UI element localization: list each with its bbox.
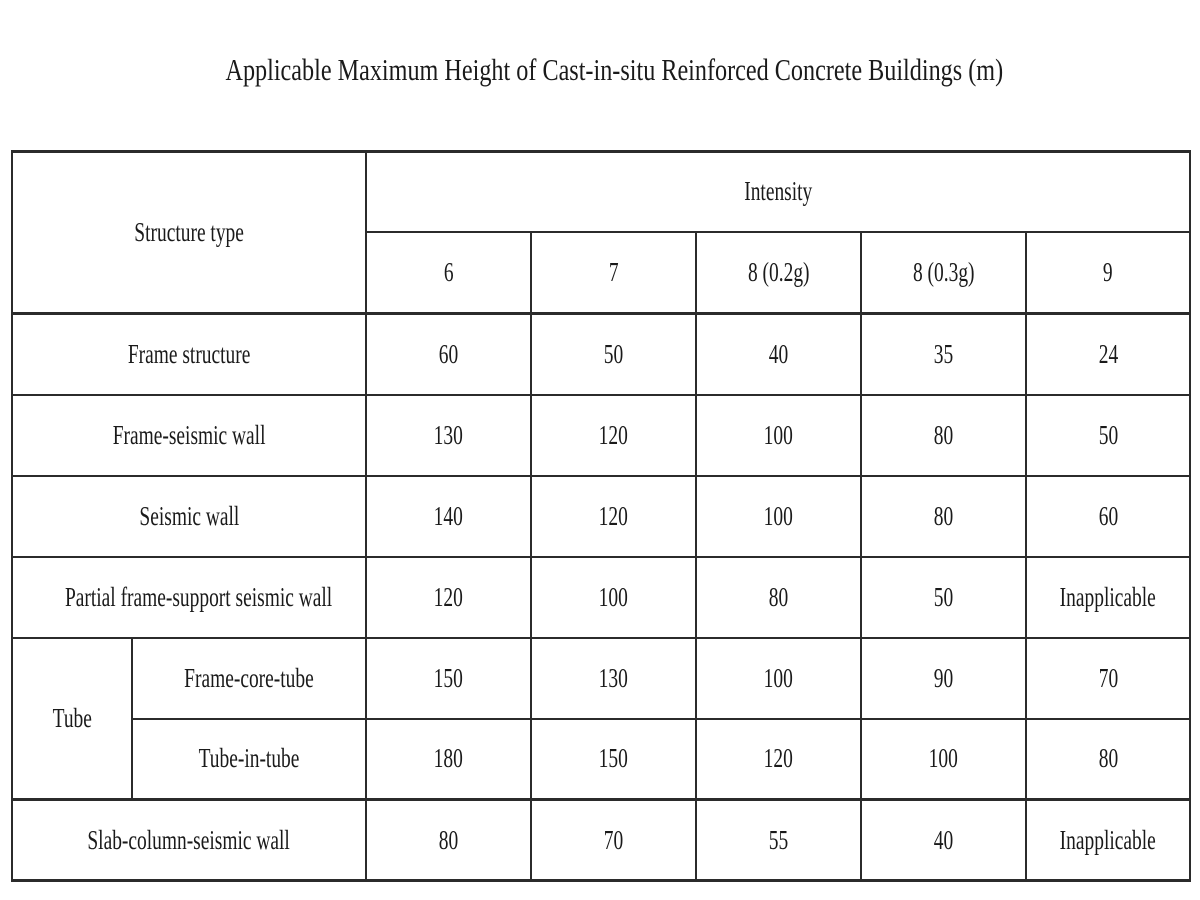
table-cell [1026,476,1190,557]
col-header-text: 7 [608,256,619,287]
table-cell [1026,557,1190,638]
cell-text: 100 [763,500,794,531]
title-text: Applicable Maximum Height of Cast-in-situ Reinforced Concrete Buildings (m) [225,52,1004,87]
cell-text: 55 [768,824,789,855]
table-row [12,395,1190,476]
table-cell [366,395,531,476]
col-header-7 [531,232,696,314]
row-label [12,314,366,395]
tube-group-label [12,638,132,800]
structure-type-header [12,152,366,314]
row-label [132,719,366,800]
cell-text: 80 [933,419,954,450]
table-cell [861,557,1026,638]
structure-type-header-text: Structure type [134,217,244,247]
table-cell [366,314,531,395]
table-row [12,800,1190,881]
col-header-text: 8 (0.2g) [747,256,810,287]
row-label-text: Seismic wall [139,500,239,531]
cell-text: 70 [603,824,624,855]
table-cell [1026,800,1190,881]
cell-text: 140 [433,500,464,531]
height-table-wrapper [11,150,1189,884]
cell-text: 100 [763,662,794,693]
header-row-1 [12,152,1190,232]
cell-text: 80 [768,581,789,612]
cell-text: 150 [598,743,629,774]
cell-text: 120 [598,419,629,450]
table-cell [696,557,861,638]
intensity-header-text: Intensity [743,176,813,207]
table-cell [861,719,1026,800]
cell-text: 24 [1098,338,1118,369]
table-cell [1026,638,1190,719]
cell-text: 180 [433,743,464,774]
table-cell [1026,719,1190,800]
cell-text: 130 [433,419,464,450]
cell-text: 90 [933,662,954,693]
table-cell [696,314,861,395]
col-header-text: 6 [443,256,454,287]
table-cell [696,395,861,476]
cell-text: 100 [928,743,959,774]
cell-text: 120 [598,500,629,531]
row-label [12,800,366,881]
table-cell [366,719,531,800]
cell-text: 60 [1098,500,1118,531]
row-label-text: Frame-core-tube [184,662,314,693]
cell-text: 150 [433,662,464,693]
table-cell [696,800,861,881]
col-header-8-0.3g [861,232,1026,314]
row-label-text: Partial frame-support seismic wall [64,581,333,612]
cell-text: 35 [933,338,954,369]
table-cell [531,314,696,395]
cell-text: 60 [438,338,459,369]
col-header-8-0.2g [696,232,861,314]
table-cell [531,638,696,719]
table-cell [861,638,1026,719]
row-label-text: Tube-in-tube [198,743,300,774]
table-cell [531,395,696,476]
table-cell [696,719,861,800]
table-row [12,638,1190,719]
cell-text: Inapplicable [1059,824,1157,855]
cell-text: 100 [763,419,794,450]
height-table [11,150,1191,882]
row-label [12,557,366,638]
table-cell [861,314,1026,395]
cell-text: 70 [1098,662,1118,693]
table-cell [1026,395,1190,476]
row-label [132,638,366,719]
col-header-9 [1026,232,1190,314]
row-label [12,395,366,476]
intensity-header [366,152,1190,232]
cell-text: 120 [433,581,464,612]
table-row [12,557,1190,638]
table-row [12,719,1190,800]
table-row [12,314,1190,395]
table-cell [531,719,696,800]
table-cell [696,638,861,719]
table-cell [531,476,696,557]
cell-text: 40 [768,338,789,369]
table-cell [366,476,531,557]
cell-text: 40 [933,824,954,855]
table-cell [366,800,531,881]
cell-text: 50 [603,338,624,369]
tube-group-text: Tube [52,702,92,733]
table-cell [861,800,1026,881]
row-label [12,476,366,557]
cell-text: 120 [763,743,794,774]
table-cell [366,638,531,719]
table-row [12,476,1190,557]
cell-text: 50 [933,581,954,612]
table-cell [861,476,1026,557]
table-cell [366,557,531,638]
cell-text: 80 [438,824,459,855]
table-cell [531,557,696,638]
cell-text: 130 [598,662,629,693]
table-title [146,52,1082,88]
col-header-6 [366,232,531,314]
col-header-text: 8 (0.3g) [912,256,975,287]
cell-text: 100 [598,581,629,612]
table-cell [531,800,696,881]
row-label-text: Frame structure [127,338,251,369]
cell-text: 50 [1098,419,1118,450]
row-label-text: Frame-seismic wall [112,419,266,450]
table-cell [696,476,861,557]
cell-text: 80 [1098,743,1118,774]
row-label-text: Slab-column-seismic wall [87,824,291,855]
table-cell [1026,314,1190,395]
cell-text: Inapplicable [1059,581,1157,612]
cell-text: 80 [933,500,954,531]
table-cell [861,395,1026,476]
col-header-text: 9 [1103,256,1113,287]
